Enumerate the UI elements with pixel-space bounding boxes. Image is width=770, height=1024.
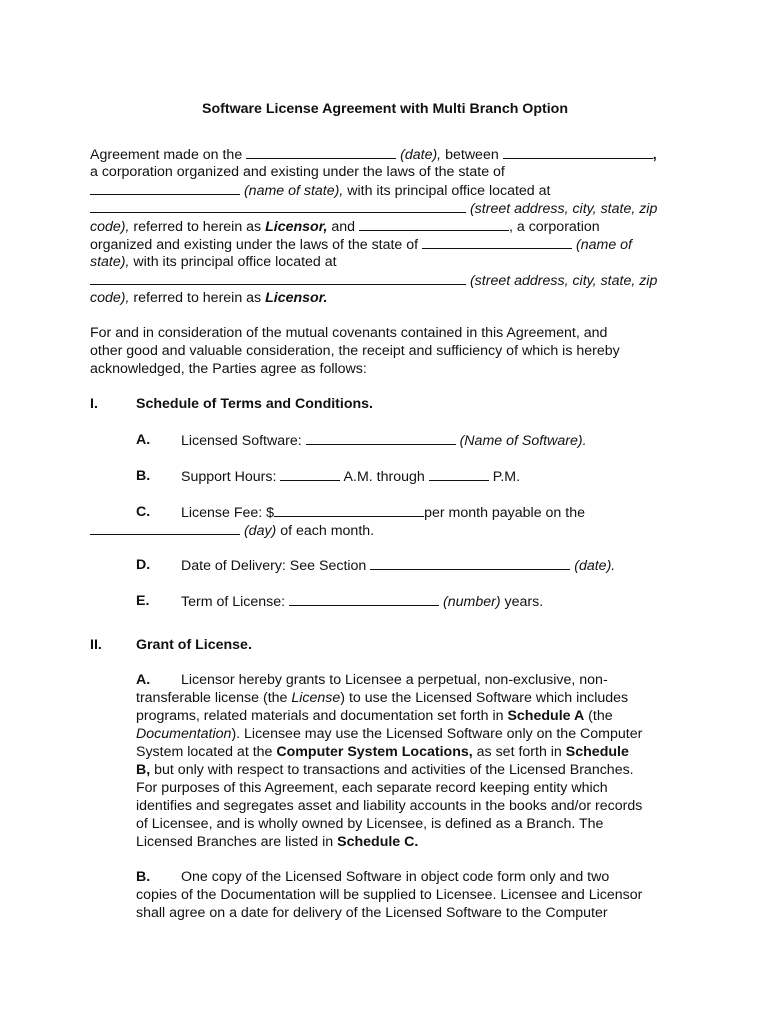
intro-line-8: (street address, city, state, zip (90, 271, 657, 290)
intro-line-3: (name of state), with its principal office located at (90, 181, 550, 200)
grant-a-line-1: Licensor hereby grants to Licensee a perpetual, non-exclusive, non- (181, 672, 608, 688)
intro-line-4: (street address, city, state, zip (90, 199, 657, 218)
intro-line-1: Agreement made on the (date), between , (90, 147, 657, 163)
support-end-blank[interactable] (429, 467, 489, 481)
grant-a-line-6: B, but only with respect to transactions and activities of the Licensed Branches. (136, 762, 634, 778)
document-title: Software License Agreement with Multi Branch Option (201, 101, 569, 117)
section-1-heading: Schedule of Terms and Conditions. (136, 396, 374, 412)
grant-a-line-3: programs, related materials and documentation set forth in Schedule A (the (136, 708, 613, 724)
intro-line-9: code), referred to herein as Licensor. (90, 290, 328, 306)
intro-line-2: a corporation organized and existing under the laws of the state of (90, 164, 505, 180)
support-start-blank[interactable] (280, 467, 340, 481)
licensor-name-blank[interactable] (503, 145, 653, 159)
item-c-text: License Fee: $ per month payable on the (181, 505, 585, 521)
grant-b-line-2: copies of the Documentation will be supplied to Licensee. Licensee and Licensor (136, 887, 643, 903)
item-c-label: C. (136, 504, 151, 520)
licensee-name-blank[interactable] (359, 217, 509, 231)
item-c-text-cont: (day) of each month. (90, 521, 374, 540)
grant-a-line-7: For purposes of this Agreement, each separate record keeping entity which (136, 780, 608, 796)
grant-a-line-4: Documentation). Licensee may use the Licensed Software only on the Computer (136, 726, 643, 742)
item-e-label: E. (136, 593, 150, 609)
grant-b-label: B. (136, 869, 151, 885)
item-a-text: Licensed Software: (Name of Software). (181, 433, 587, 449)
licensor-address-blank[interactable] (90, 199, 466, 213)
item-d-label: D. (136, 557, 151, 573)
grant-a-line-9: of Licensee, and is wholly owned by Licensee, is defined as a Branch. The (136, 816, 604, 832)
grant-a-line-5: System located at the Computer System Locations, as set forth in Schedule (136, 744, 629, 760)
consideration-line-3: acknowledged, the Parties agree as follows: (90, 361, 367, 377)
date-blank[interactable] (246, 145, 396, 159)
licensor-state-blank[interactable] (90, 181, 240, 195)
licensee-state-blank[interactable] (422, 235, 572, 249)
item-a-label: A. (136, 432, 151, 448)
license-fee-blank[interactable] (274, 503, 424, 517)
section-2-number: II. (90, 637, 102, 653)
consideration-line-2: other good and valuable consideration, the receipt and sufficiency of which is hereby (90, 343, 620, 359)
item-e-text: Term of License: (number) years. (181, 594, 544, 610)
intro-line-5: code), referred to herein as Licensor, and , a corporation (90, 219, 600, 235)
grant-a-label: A. (136, 672, 151, 688)
item-b-text: Support Hours: A.M. through P.M. (181, 469, 521, 485)
section-2-heading: Grant of License. (136, 637, 252, 653)
grant-a-line-10: Licensed Branches are listed in Schedule C. (136, 834, 419, 850)
license-term-blank[interactable] (289, 592, 439, 606)
grant-b-line-1: One copy of the Licensed Software in object code form only and two (181, 869, 610, 885)
grant-a-line-8: identifies and segregates asset and liability accounts in the books and/or records (136, 798, 643, 814)
item-d-text: Date of Delivery: See Section (date). (181, 558, 616, 574)
intro-line-6: organized and existing under the laws of the state of (name of (90, 237, 633, 253)
grant-a-line-2: transferable license (the License) to use the Licensed Software which includes (136, 690, 629, 706)
software-name-blank[interactable] (306, 431, 456, 445)
section-1-number: I. (90, 396, 98, 412)
delivery-date-blank[interactable] (370, 556, 570, 570)
licensee-address-blank[interactable] (90, 271, 466, 285)
payment-day-blank[interactable] (90, 521, 240, 535)
item-b-label: B. (136, 468, 151, 484)
grant-b-line-3: shall agree on a date for delivery of the Licensed Software to the Computer (136, 905, 608, 921)
consideration-line-1: For and in consideration of the mutual covenants contained in this Agreement, and (90, 325, 608, 341)
intro-line-7: state), with its principal office located at (90, 254, 337, 270)
